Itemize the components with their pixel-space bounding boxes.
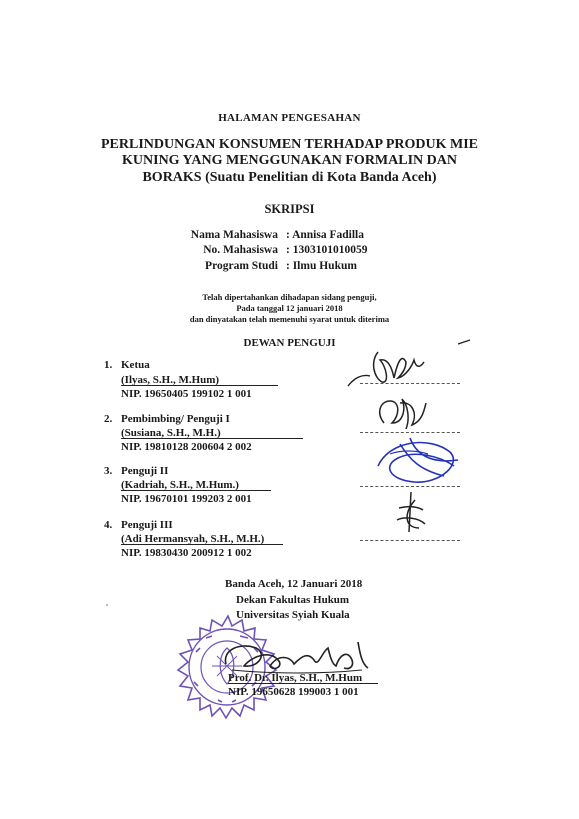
- dean-name-underline: [228, 683, 378, 684]
- examiner-3-signature: [370, 430, 470, 494]
- examiner-2-role: Pembimbing/ Penguji I: [121, 413, 230, 425]
- examiner-1-name: (Ilyas, S.H., M.Hum): [121, 374, 220, 386]
- examiner-1-underline: [121, 385, 278, 386]
- student-name-label: Nama Mahasiswa: [190, 229, 278, 241]
- document-type: SKRIPSI: [264, 202, 315, 216]
- examiner-2-number: 2.: [104, 413, 113, 425]
- examiner-4-signature: [385, 488, 435, 538]
- title-line-2: KUNING YANG MENGGUNAKAN FORMALIN DAN: [122, 153, 457, 168]
- scan-speck: [106, 604, 108, 606]
- page-header: HALAMAN PENGESAHAN: [218, 112, 361, 124]
- examiner-2-underline: [121, 438, 303, 439]
- study-program-value: : Ilmu Hukum: [286, 260, 357, 272]
- examiner-4-number: 4.: [104, 519, 113, 531]
- dean-nip: NIP. 19650628 199003 1 001: [228, 686, 359, 698]
- closing-place-date: Banda Aceh, 12 Januari 2018: [225, 578, 363, 590]
- student-name-value: : Annisa Fadilla: [286, 229, 364, 241]
- examiner-3-name: (Kadriah, S.H., M.Hum.): [121, 479, 239, 491]
- examiner-3-nip: NIP. 19670101 199203 2 001: [121, 493, 252, 505]
- examiner-4-name: (Adi Hermansyah, S.H., M.H.): [121, 533, 265, 545]
- board-title: DEWAN PENGUJI: [243, 337, 336, 349]
- examiner-1-number: 1.: [104, 359, 113, 371]
- statement-line-3: dan dinyatakan telah memenuhi syarat untuk diterima: [189, 314, 390, 324]
- closing-dean-title: Dekan Fakultas Hukum: [236, 594, 350, 606]
- statement-line-1: Telah dipertahankan dihadapan sidang penguji,: [202, 292, 377, 302]
- dean-name: Prof. Dr. Ilyas, S.H., M.Hum: [228, 672, 363, 684]
- closing-university: Universitas Syiah Kuala: [236, 609, 350, 621]
- examiner-4-nip: NIP. 19830430 200912 1 002: [121, 547, 252, 559]
- examiner-1-nip: NIP. 19650405 199102 1 001: [121, 388, 252, 400]
- student-number-value: : 1303101010059: [286, 244, 368, 256]
- examiner-2-nip: NIP. 19810128 200604 2 002: [121, 441, 252, 453]
- examiner-3-underline: [121, 490, 271, 491]
- examiner-4-underline: [121, 544, 283, 545]
- examiner-1-signature: [340, 338, 480, 394]
- study-program-label: Program Studi: [205, 260, 278, 272]
- student-number-label: No. Mahasiswa: [203, 244, 278, 256]
- examiner-3-role: Penguji II: [121, 465, 169, 477]
- title-line-1: PERLINDUNGAN KONSUMEN TERHADAP PRODUK MIE: [101, 137, 478, 152]
- statement-line-2: Pada tanggal 12 januari 2018: [236, 303, 343, 313]
- examiner-3-number: 3.: [104, 465, 113, 477]
- examiner-4-signature-line: [360, 540, 460, 541]
- examiner-4-role: Penguji III: [121, 519, 173, 531]
- examiner-1-role: Ketua: [121, 359, 150, 371]
- title-line-3: BORAKS (Suatu Penelitian di Kota Banda Aceh): [142, 170, 437, 185]
- examiner-2-name: (Susiana, S.H., M.H.): [121, 427, 221, 439]
